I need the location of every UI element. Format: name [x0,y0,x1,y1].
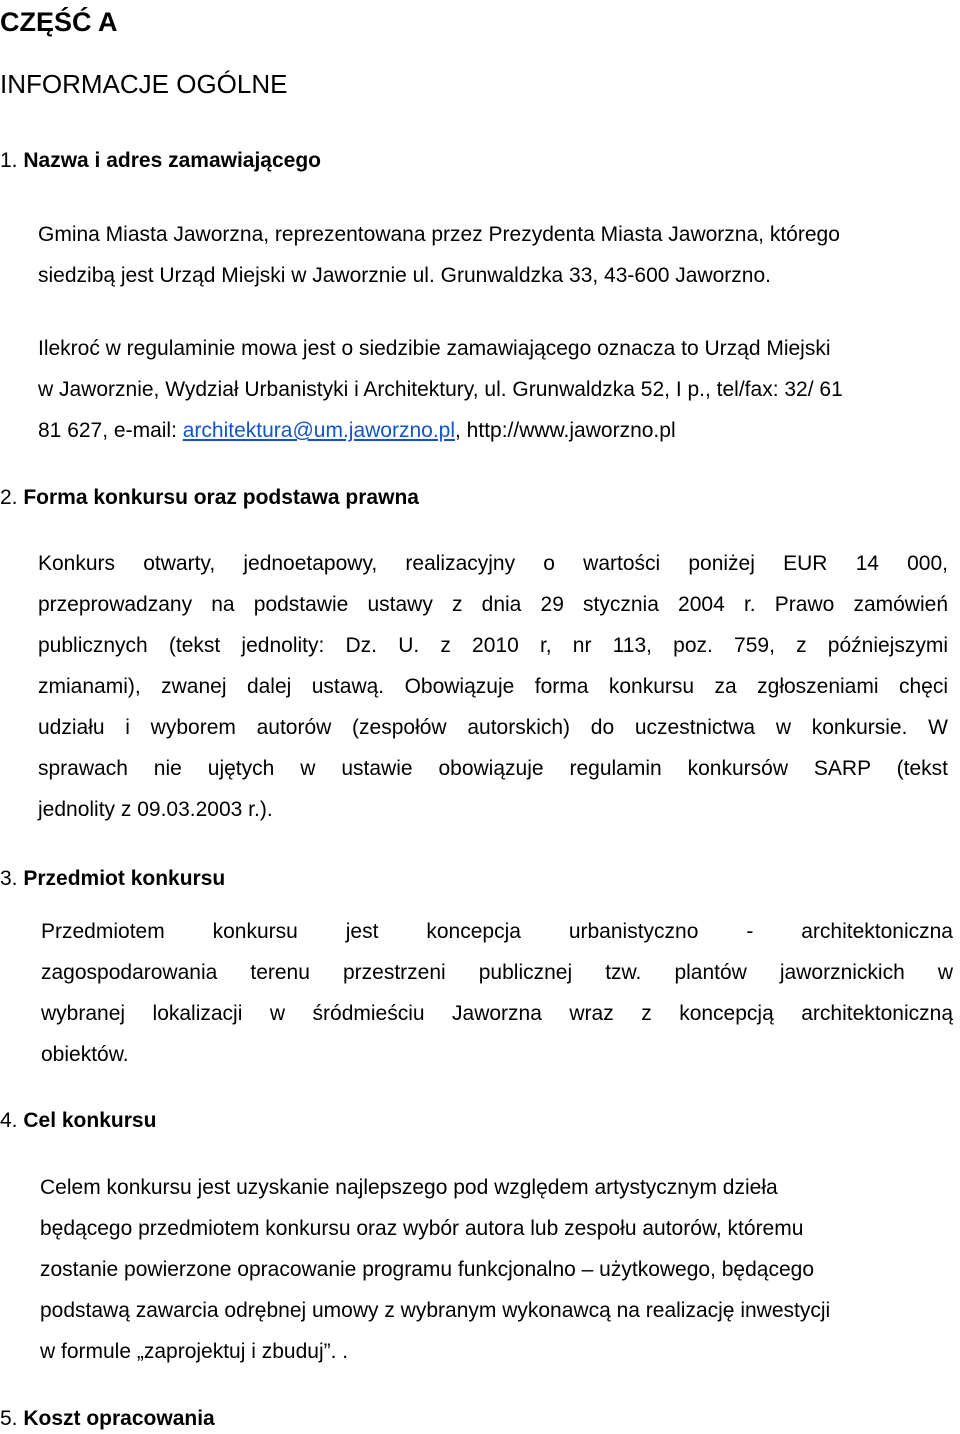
section-number: 2. [0,486,18,509]
text-line: zagospodarowania terenu przestrzeni publicznej tzw. plantów jaworznickich w [41,961,953,984]
section-title: Cel konkursu [23,1109,157,1132]
text-line: Celem konkursu jest uzyskanie najlepszego pod względem artystycznym dzieła [40,1176,778,1199]
website-text: , http://www.jaworzno.pl [455,419,676,442]
text-line: Konkurs otwarty, jednoetapowy, realizacyjny o wartości poniżej EUR 14 000, [38,552,948,575]
section-1-heading [0,146,321,176]
section-number: 3. [0,867,18,890]
section-title: Przedmiot konkursu [23,867,226,890]
text-line: będącego przedmiotem konkursu oraz wybór autora lub zespołu autorów, któremu [40,1217,804,1240]
text-line: siedzibą jest Urząd Miejski w Jaworznie ul. Grunwaldzka 33, 43-600 Jaworzno. [38,264,771,287]
section-5-heading [0,1404,215,1434]
text-line: wybranej lokalizacji w śródmieściu Jaworzna wraz z koncepcją architektoniczną [41,1002,953,1025]
text-line: zmianami), zwanej dalej ustawą. Obowiązuje forma konkursu za zgłoszeniami chęci [38,675,948,698]
section-3-heading [0,864,225,894]
section-number: 1. [0,149,18,172]
section-title: Forma konkursu oraz podstawa prawna [23,486,419,509]
section-2-heading [0,483,419,513]
text-line: w formule „zaprojektuj i zbuduj”. . [40,1340,349,1363]
contact-prefix: 81 627, e-mail: [38,419,183,442]
text-line: sprawach nie ujętych w ustawie obowiązuje regulamin konkursów SARP (tekst [38,757,948,780]
section-4-heading [0,1106,156,1136]
text-line: Przedmiotem konkursu jest koncepcja urbanistyczno - architektoniczna [41,920,953,943]
section-title: Koszt opracowania [23,1407,215,1430]
section-4-paragraph [40,1167,952,1372]
text-line: zostanie powierzone opracowanie programu funkcjonalno – użytkowego, będącego [40,1258,814,1281]
section-3-paragraph [41,911,953,1075]
text-line: jednolity z 09.03.2003 r.). [38,798,273,821]
text-line: udziału i wyborem autorów (zespołów autorskich) do uczestnictwa w konkursie. W [38,716,948,739]
section-1-paragraph-2 [38,328,956,451]
section-1-paragraph-1 [38,214,956,296]
contact-line [38,410,956,451]
part-title: CZĘŚĆ A [0,7,118,37]
text-line: publicznych (tekst jednolity: Dz. U. z 2010 r, nr 113, poz. 759, z późniejszymi [38,634,948,657]
section-number: 4. [0,1109,18,1132]
email-link[interactable]: architektura@um.jaworzno.pl [182,419,456,442]
section-2-paragraph [38,543,948,830]
part-subtitle: INFORMACJE OGÓLNE [0,69,288,99]
text-line: Gmina Miasta Jaworzna, reprezentowana przez Prezydenta Miasta Jaworzna, którego [38,223,840,246]
text-line: w Jaworznie, Wydział Urbanistyki i Architektury, ul. Grunwaldzka 52, I p., tel/fax: 32/ 61 [38,378,843,401]
text-line: obiektów. [41,1043,129,1066]
text-line: Ilekroć w regulaminie mowa jest o siedzibie zamawiającego oznacza to Urząd Miejski [38,337,831,360]
text-line: podstawą zawarcia odrębnej umowy z wybranym wykonawcą na realizację inwestycji [40,1299,831,1322]
section-number: 5. [0,1407,18,1430]
text-line: przeprowadzany na podstawie ustawy z dnia 29 stycznia 2004 r. Prawo zamówień [38,593,948,616]
section-title: Nazwa i adres zamawiającego [23,149,321,172]
